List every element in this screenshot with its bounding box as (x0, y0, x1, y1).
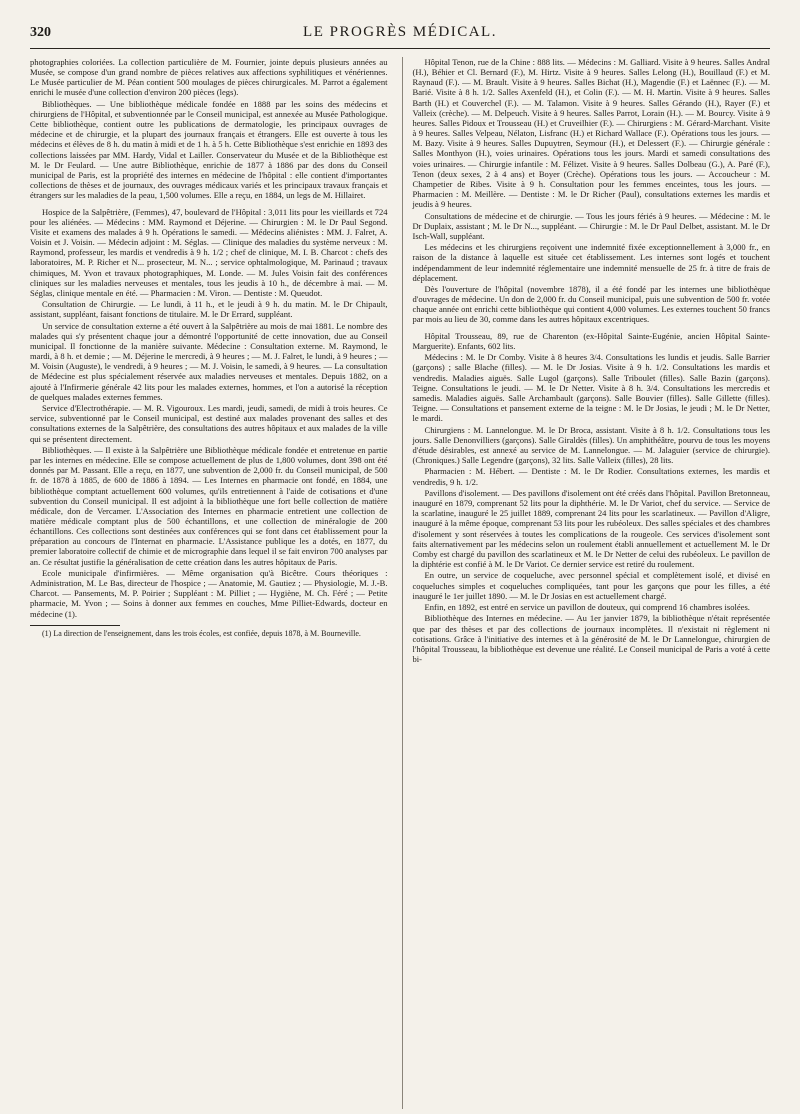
page-header (30, 24, 770, 49)
paragraph-ecole-infirmieres: Ecole municipale d'infirmières. — Même organisation qu'à Bicêtre. Cours théoriques : Administration, M. Le Bas, directeur de l'hospice ; — Anatomie, M. Gautiez ; — Physiologie, M. J.-B. Charcot. — Pansements, M. P. Poirier ; Suppléant : M. Pilliet ; — Hygiène, M. Ch. Féré ; — Petite pharmacie, M. Yvon ; — Soins à donner aux femmes en couches, Mme Pilliet-Edwards, docteur en médecine (1). (30, 567, 388, 619)
paragraph-consultation-chirurgie: Consultation de Chirurgie. — Le lundi, à 11 h., et le jeudi à 9 h. du matin. M. le Dr Chipault, assistant, suppléant, faisant fonctions de titulaire. M. le Dr Errard, suppléant. (30, 299, 388, 320)
left-column (30, 57, 388, 1109)
paragraph-hopital-tenon: Hôpital Tenon, rue de la Chine : 888 lits. — Médecins : M. Galliard. Visite à 9 heures. Salles Andral (H.), Béhier et Cl. Bernard (F.), M. Hirtz. Visite à 9 heures. Salles Lelong (H.), Bouillaud (F.) et M. Raynaud (F.). — M. Brault. Visite à 9 heures. Salles Bichat (H.), Magendie (F.) et Laënnec (F.). — M. Barié. Visite à 8 h. 1/2. Salles Axenfeld (H.), et Colin (F.). — M. H. Martin. Visite à 9 heures. Salles Barth (H.) et Couverchel (F.). — M. Talamon. Visite à 9 heures. Salles Gérando (H.), Rayer (F.) et Valleix (crèche). — M. Delpeuch. Visite à 9 heures. Salles Parrot, Lorain (H.). — M. Bourcy. Visite à 9 heures. Salles Pidoux et Trousseau (H.) et Cruveilhier (F.). — Chirurgiens : M. Gérard-Marchant. Visite à 9 heures. Salles Velpeau, Nélaton, Lisfranc (H.) et Richard Wallace (F.). Opérations tous les jours. — M. Bazy. Visite à 9 heures. Salles Dupuytren, Seymour (H.), et Delessert (F.). — Chirurgie générale : Salles Monthyon (H.), voies urinaires. Opérations tous les jours. Mardi et samedi consultations des voies urinaires. — Chirurgie infantile : M. Félizet. Visite à 9 heures. Salles Dolbeau (G.), A. Paré (F.), Tenon (deux sexes, 2 à 4 ans) et Boyer (Crèche). Opérations tous les jours. — Accoucheur : M. Champetier de Ribes. Visite à 9 h. Consultation pour les femmes enceintes, tous les jours. — Pharmacien : M. Meillère. — Dentiste : M. le Dr Richer (Paul), consultations externes les mardis et jeudis à 9 heures. (412, 57, 770, 210)
paragraph-hopital-trousseau: Hôpital Trousseau, 89, rue de Charenton (ex-Hôpital Sainte-Eugénie, ancien Hôpital Sainte-Marguerite). Enfants, 602 lits. (412, 330, 770, 351)
paragraph-bibliotheque-internes: Bibliothèque des Internes en médecine. — Au 1er janvier 1879, la bibliothèque n'était représentée que par des thèses et par des collections de journaux incomplètes. Il n'existait ni règlement ni cotisations. Grâce à l'initiative des internes et à la générosité de M. le Dr Lannelongue, chirurgien de l'hôpital Trousseau, la bibliothèque est devenue une réalité. Le Conseil municipal de Paris a voté à cette bi- (412, 613, 770, 664)
footnote: (1) La direction de l'enseignement, dans les trois écoles, est confiée, depuis 1878, à M. Bourneville. (42, 628, 361, 638)
paragraph-bibliotheques-salpetriere: Bibliothèques. — Il existe à la Salpêtrière une Bibliothèque médicale fondée et entretenue en partie par les internes en médecine. Elle se compose actuellement de plus de 1,800 volumes, dont 398 ont été donnés par M. Passant. Elle a reçu, en 1877, une subvention de 2,000 fr. du Conseil municipal, de 500 fr. de 1878 à 1885, de 600 de 1886 à 1894. — Les Internes en pharmacie ont fondé, en 1884, une bibliothèque comptant actuellement 600 volumes, qu'ils entretiennent à l'aide de cotisations et d'une subvention du Conseil municipal. Il est adjoint à la bibliothèque une fort belle collection de matière médicale, don de Vercamer. L'Association des Internes en pharmacie entretient une collection de matière médicale comptant plus de 500 échantillons, et une collection de minéralogie de 200 échantillons. Ces collections sont destinées aux conférences qui se font dans cet établissement pour la préparation au concours de l'Internat en pharmacie. L'Assistance publique les a dotés, en 1877, du premier laboratoire collectif de chimie et de micrographie dans lequel il se fait environ 700 analyses par an. Ce résultat justifie la généralisation de cette création dans les autres hôpitaux de Paris. (30, 444, 388, 567)
paragraph-pharmacien-trousseau: Pharmacien : M. Hébert. — Dentiste : M. le Dr Rodier. Consultations externes, les mardis et vendredis, 9 h. 1/2. (412, 466, 770, 487)
paragraph-salpetriere: Hospice de la Salpêtrière, (Femmes), 47, boulevard de l'Hôpital : 3,011 lits pour les vieillards et 724 pour les aliénées. — Médecins : MM. Raymond et Déjerine. — Chirurgien : M. le Dr Paul Segond. Visite et examens des malades à 9 h. Opérations le samedi. — Médecins aliénistes : MM. J. Falret, A. Voisin et J. Voisin. — Médecin adjoint : M. Séglas. — Clinique des maladies du système nerveux : M. Raymond, professeur, les mardis et vendredis à 9 h. 1/2 ; chef de clinique, M. I. B. Charcot : chefs des laboratoires, M. P. Richer et N... prosecteur, M. N... ; service ophtalmologique, M. Parinaud ; travaux chimiques, M. Yvon et travaux photographiques, M. Londe. — M. Jules Voisin fait des conférences cliniques sur les maladies nerveuses et mentales, tous les jeudis à 10 h., de décembre à mai. — M. Séglas, clinique mentale en été. — Pharmacien : M. Viron. — Dentiste : M. Queudot. (30, 206, 388, 298)
paragraph-coqueluche: En outre, un service de coqueluche, avec personnel spécial et complètement isolé, et divisé en coqueluches simples et coqueluches compliquées, tant pour les garçons que pour les filles, a été inauguré le 1er juillet 1890. — M. le Dr Josias en est actuellement chargé. (412, 570, 770, 601)
paragraph-indemnites: Les médecins et les chirurgiens reçoivent une indemnité fixée exceptionnellement à 3,000 fr., en raison de la distance à laquelle est située cet établissement. Les internes sont logés et touchent indépendamment de leur indemnité réglementaire une indemnité mensuelle de 25 fr. à titre de frais de déplacement. (412, 242, 770, 283)
paragraph-consultations-tenon: Consultations de médecine et de chirurgie. — Tous les jours fériés à 9 heures. — Médecine : M. le Dr Duplaix, assistant ; M. le Dr N..., suppléant. — Chirurgie : M. le Dr Paul Delbet, assistant. M. le Dr Isch-Wall, suppléant. (412, 210, 770, 241)
paragraph-musee-collections: photographies coloriées. La collection particulière de M. Fournier, jointe depuis plusieurs années au Musée, se compose d'un grand nombre de pièces relatives aux affections syphilitiques et vénériennes. Le Musée particulier de M. Péan contient 500 moulages de pièces chirurgicales. M. Parrot a également enrichi le musée d'une collection d'environ 200 pièces (legs). (30, 57, 388, 98)
paragraph-medecins-trousseau: Médecins : M. le Dr Comby. Visite à 8 heures 3/4. Consultations les lundis et jeudis. Salle Barrier (garçons) ; salle Blache (filles). — M. le Dr Josias. Visite à 9 h. 1/2. Consultations les mardis et vendredis. Maladies aiguës. Salle Lugol (garçons). Salle Triboulet (filles). Salle Bazin (garçons). Teigne. Consultations le jeudi. — M. le Dr Netter. Visite à 8 h. 3/4. Consultations les mercredis et samedis. Maladies aiguës. Salle Archambault (garçons). Salle Bouvier (filles). Salle Gillette (filles). Teigne. — Consultations et pansement externe de la teigne : M. le Dr Josias, le jeudi ; M. le Dr Netter, le mardi. (412, 352, 770, 424)
paragraph-chirurgiens-trousseau: Chirurgiens : M. Lannelongue. M. le Dr Broca, assistant. Visite à 8 h. 1/2. Consultations tous les jours. Salle Denonvilliers (garçons). Salle Giraldès (filles). Un amphithéâtre, pourvu de tous les moyens d'étude désirables, est annexé au service de M. Lannelongue. — M. Jalaguier (service de chirurgie). (Chroniques.) Salle Legendre (garçons), 32 lits. Salle Valleix (filles), 28 lits. (412, 424, 770, 466)
footnote-divider (30, 625, 120, 626)
paragraph-consultation-externe: Un service de consultation externe a été ouvert à la Salpêtrière au mois de mai 1881. Le nombre des malades qui s'y présentent chaque jour a démontré l'opportunité de cette innovation, due au Conseil municipal. Il fonctionne de la manière suivante. Médecine : Consultation externe. M. Raymond, le mardi, à 8 h. et demie ; — M. Déjerine le mercredi, à 9 heures ; — M. J. Falret, le lundi, à 9 heures ; — M. Voisin (Auguste), le vendredi, à 9 heures ; — M. J. Voisin, le samedi, à 9 heures. — La consultation de Médecine est plus spécialement réservée aux maladies nerveuses et mentales. Depuis 1882, on a ajouté à l'Infirmerie générale 42 lits pour les malades externes, hommes, et l'on a autorisé la réception de quelques malades externes femmes. (30, 320, 388, 402)
paragraph-bibliotheques-saint-louis: Bibliothèques. — Une bibliothèque médicale fondée en 1888 par les soins des médecins et chirurgiens de l'Hôpital, et subventionnée par le Conseil municipal, est annexée au Musée Pathologique. Cette bibliothèque, contient outre les publications de dermatologie, les principaux ouvrages de médecine et de chirurgie, et la plupart des journaux français et étrangers. Elle est ouverte à tous les médecins et élèves de 8 h. du matin à midi et de 1 h. à 5 h. Cette Bibliothèque s'est enrichie en 1893 des collections laissées par MM. Hardy, Vidal et Lailler. Conservateur du Musée et de la Bibliothèque est M. le Dr Feulard. — Une autre Bibliothèque, enrichie de 1877 à 1886 par des dons du Conseil municipal de Paris, est la propriété des internes en médecine de l'hôpital : elle contient d'importantes collections de thèses et de journaux, des ouvrages médicaux variés et les principaux travaux français et étrangers sur les maladies de la peau, 1,500 volumes. Elle a reçu, en 1884, un legs de M. Hillairet. (30, 98, 388, 201)
paragraph-bibliotheque-tenon: Dès l'ouverture de l'hôpital (novembre 1878), il a été fondé par les internes une bibliothèque d'ouvrages de médecine. Un don de 2,000 fr. du Conseil municipal, puis une subvention de 500 fr. votée chaque année ont enrichi cette bibliothèque qui contient 4,000 volumes. Les externes touchent 50 francs par mois au lieu de 30, comme dans les autres hôpitaux excentriques. (412, 284, 770, 325)
running-title: LE PROGRÈS MÉDICAL. (303, 24, 497, 40)
paragraph-pavillon-douteux: Enfin, en 1892, est entré en service un pavillon de douteux, qui comprend 16 chambres isolées. (424, 602, 750, 612)
paragraph-pavillons-isolement: Pavillons d'isolement. — Des pavillons d'isolement ont été créés dans l'hôpital. Pavillon Bretonneau, inauguré en 1879, comprenant 52 lits pour la diphthérie. M. le Dr Variot, chef du service. — Service de la scarlatine, inauguré le 25 juillet 1889, comprenant 24 lits pour les scarlatineux. — Pavillon d'Aligre, inauguré à la même époque, comprenant 53 lits pour les rubéoleux. Des salles spéciales et des chambres d'isolement y sont réservées à toutes les complications de la rougeole. Ces services d'isolement sont faits alternativement par les médecins selon un roulement établi annuellement et actuellement M. le Dr Comby est chargé du pavillon des scarlatineux et M. le Dr Netter de celui des rubéoleux. Le pavillon de la diphtérie est confié à M. le Dr Variot. Ce dernier service est retiré du roulement. (412, 487, 770, 569)
right-column (402, 57, 771, 1109)
page-number: 320 (30, 25, 51, 40)
paragraph-electrotherapie: Service d'Electrothérapie. — M. R. Vigouroux. Les mardi, jeudi, samedi, de midi à trois heures. Ce service, subventionné par le Conseil municipal, est destiné aux malades provenant des salles et des consultations externes de la Salpêtrière, des consultations des autres hôpitaux et aux malades de la ville qui se présentent directement. (30, 403, 388, 444)
two-column-body (30, 57, 770, 1109)
